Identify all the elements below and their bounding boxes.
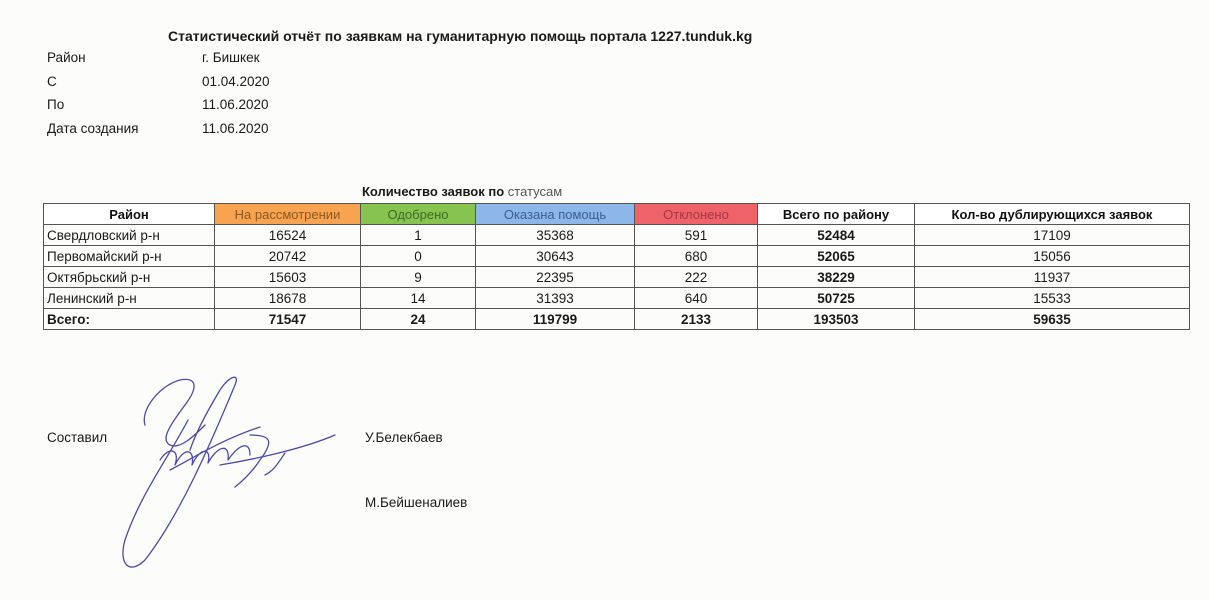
status-table: [43, 203, 1190, 330]
header-rejected: Отклонено: [635, 204, 758, 225]
handwritten-signature: [100, 365, 350, 580]
table-row: [44, 267, 1190, 288]
meta-label: Дата создания: [47, 120, 139, 136]
cell-approved: 24: [361, 309, 476, 330]
caption-bold: Количество заявок по: [362, 184, 505, 199]
signer-name-1: У.Белекбаев: [365, 430, 443, 445]
header-helped: Оказана помощь: [476, 204, 635, 225]
composed-by-label: Составил: [47, 430, 108, 445]
cell-rejected: 222: [635, 267, 758, 288]
cell-helped: 35368: [476, 225, 635, 246]
cell-district: Ленинский р-н: [44, 288, 215, 309]
header-pending: На рассмотрении: [215, 204, 361, 225]
cell-helped: 31393: [476, 288, 635, 309]
signer-name-2: М.Бейшеналиев: [365, 495, 468, 510]
cell-rejected: 640: [635, 288, 758, 309]
meta-row-district: [47, 50, 270, 74]
cell-duplicates: 11937: [915, 267, 1190, 288]
meta-row-to: [47, 97, 270, 121]
header-total: Всего по району: [758, 204, 915, 225]
meta-value: 11.06.2020: [202, 97, 269, 112]
table-row: [44, 225, 1190, 246]
cell-rejected: 591: [635, 225, 758, 246]
cell-approved: 9: [361, 267, 476, 288]
meta-value: 01.04.2020: [202, 73, 270, 89]
cell-duplicates: 17109: [915, 225, 1190, 246]
cell-rejected: 680: [635, 246, 758, 267]
meta-label: С: [47, 73, 57, 89]
cell-rejected: 2133: [635, 309, 758, 330]
cell-district: Свердловский р-н: [44, 225, 215, 246]
cell-duplicates: 59635: [915, 309, 1190, 330]
meta-value: г. Бишкек: [202, 50, 260, 65]
cell-duplicates: 15533: [915, 288, 1190, 309]
cell-approved: 14: [361, 288, 476, 309]
meta-row-created: [47, 121, 270, 145]
cell-helped: 22395: [476, 267, 635, 288]
cell-pending: 20742: [215, 246, 361, 267]
cell-pending: 15603: [215, 267, 361, 288]
header-duplicates: Кол-во дублирующихся заявок: [915, 204, 1190, 225]
meta-label: Район: [47, 50, 86, 65]
cell-district: Октябрьский р-н: [44, 267, 215, 288]
cell-pending: 71547: [215, 309, 361, 330]
table-caption: [362, 184, 562, 199]
cell-approved: 0: [361, 246, 476, 267]
table-total-row: [44, 309, 1190, 330]
header-approved: Одобрено: [361, 204, 476, 225]
cell-total: 52065: [758, 246, 915, 267]
cell-total: 50725: [758, 288, 915, 309]
cell-total: 193503: [758, 309, 915, 330]
cell-total: 38229: [758, 267, 915, 288]
cell-pending: 16524: [215, 225, 361, 246]
report-meta: [47, 50, 270, 144]
table-header-row: [44, 204, 1190, 225]
cell-total: 52484: [758, 225, 915, 246]
report-title: Статистический отчёт по заявкам на гуманитарную помощь портала 1227.tunduk.kg: [168, 28, 753, 44]
cell-district: Первомайский р-н: [44, 246, 215, 267]
cell-approved: 1: [361, 225, 476, 246]
table-row: [44, 246, 1190, 267]
cell-pending: 18678: [215, 288, 361, 309]
cell-duplicates: 15056: [915, 246, 1190, 267]
meta-value: 11.06.2020: [202, 120, 269, 136]
table-row: [44, 288, 1190, 309]
cell-district: Всего:: [44, 309, 215, 330]
caption-light: статусам: [507, 184, 563, 199]
meta-label: По: [47, 97, 65, 112]
cell-helped: 119799: [476, 309, 635, 330]
header-district: Район: [44, 204, 215, 225]
meta-row-from: [47, 74, 270, 98]
cell-helped: 30643: [476, 246, 635, 267]
